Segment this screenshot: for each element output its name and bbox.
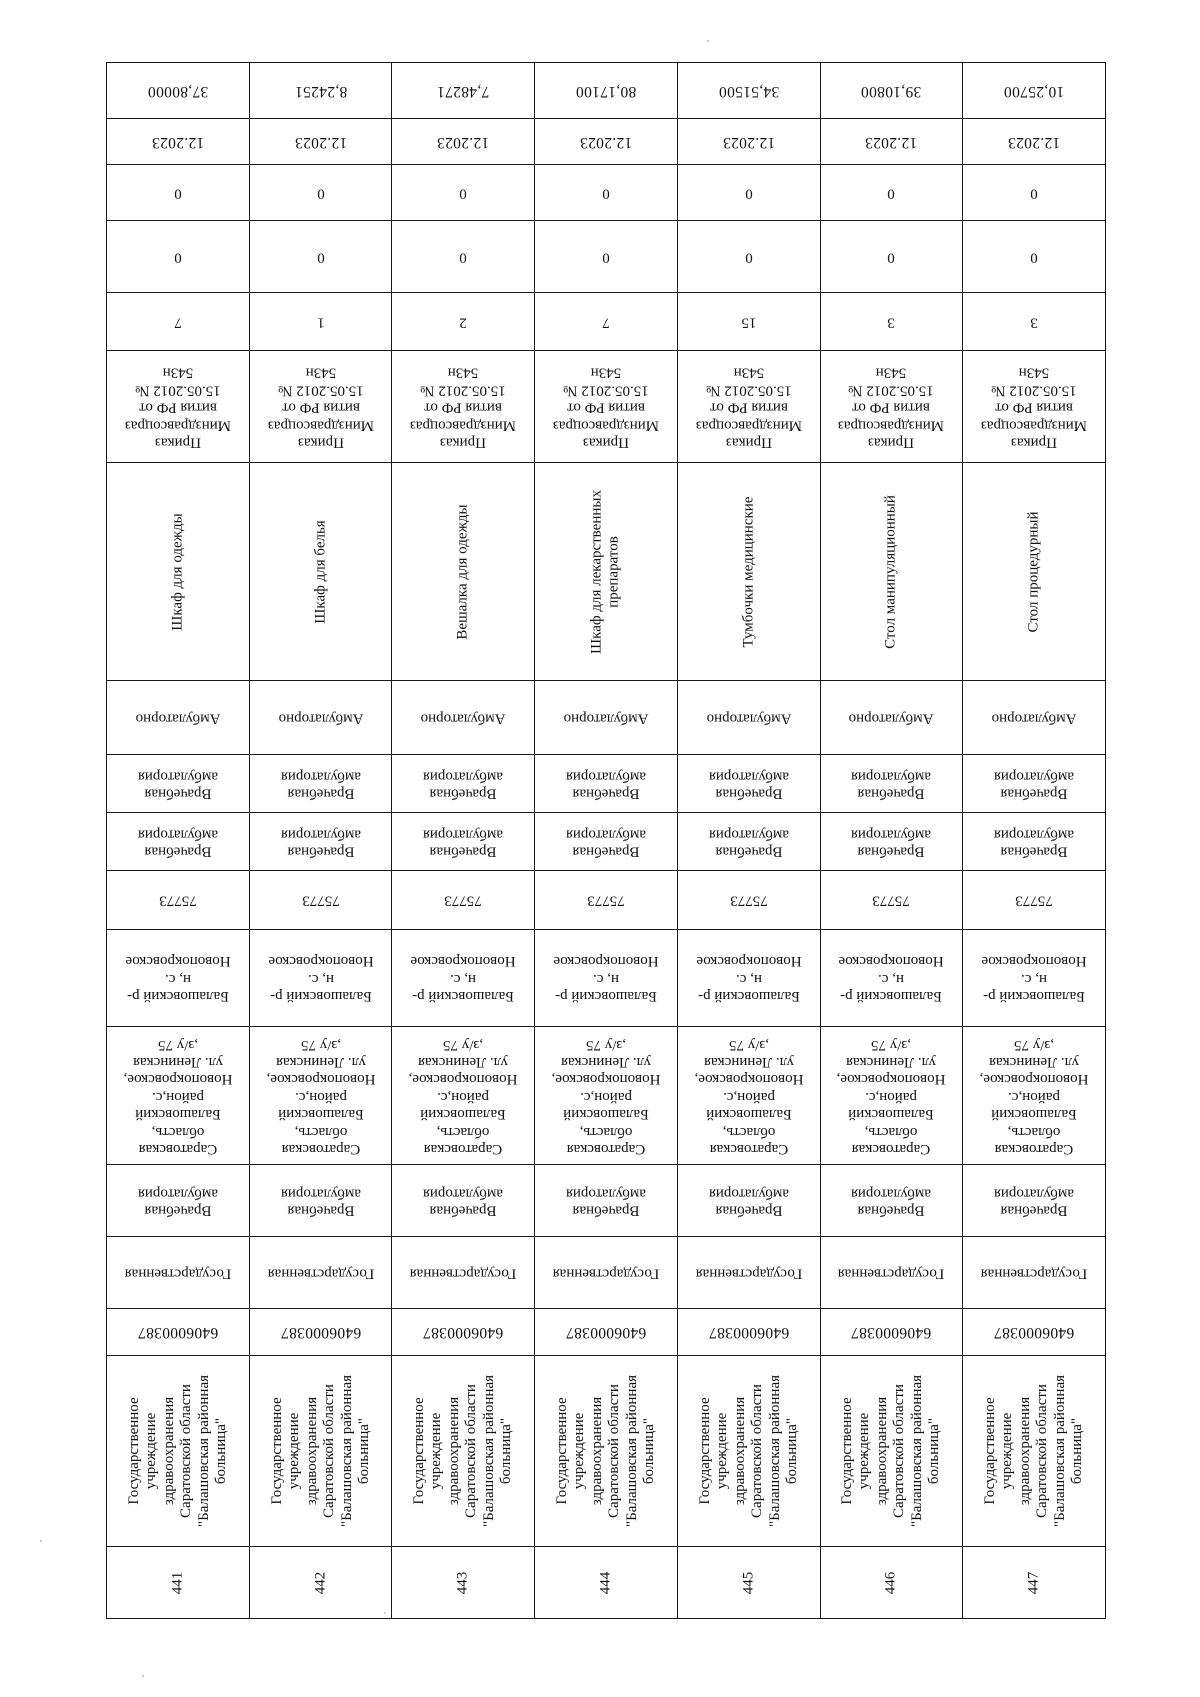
cell-org [820, 1356, 963, 1547]
cell-standard [249, 351, 392, 463]
cell-text: Врачебная амбулатория [708, 825, 789, 859]
cell-period [820, 119, 963, 165]
cell-available-1 [249, 221, 392, 293]
cell-text: 0 [174, 249, 182, 266]
cell-text: Государственное учреждение здравоохранения Саратовской области "Балашовская районная больница" [839, 1374, 943, 1528]
cell-required [963, 293, 1106, 351]
cell-oktmo [249, 871, 392, 930]
cell-text: 6406000387 [423, 1323, 504, 1341]
cell-text: Врачебная амбулатория [137, 1184, 218, 1218]
cell-unit-3 [535, 755, 678, 813]
cell-period [963, 119, 1106, 165]
cell-text: 6406000387 [851, 1323, 932, 1341]
cell-text: Стол процедурный [1025, 511, 1042, 632]
cell-unit-2 [677, 813, 820, 871]
cell-text: 75773 [301, 892, 340, 909]
cell-text: 34,51500 [718, 82, 779, 100]
cell-num [392, 1547, 535, 1619]
cell-equipment [963, 463, 1106, 681]
cell-unit-3 [820, 755, 963, 813]
cell-text: 10,25700 [1003, 82, 1065, 100]
cell-text: 0 [602, 185, 610, 202]
cell-text: Амбулаторно [135, 710, 221, 727]
scan-speck [707, 40, 709, 42]
cell-org [392, 1356, 535, 1547]
cell-required [677, 293, 820, 351]
cell-text: 0 [602, 249, 610, 266]
cell-unit-2 [820, 813, 963, 871]
field-band-required [107, 293, 1106, 351]
cell-text: Амбулаторно [706, 710, 792, 727]
cell-text: Балашовский р- н, с. Новопокровское [410, 953, 516, 1005]
cell-unit-2 [392, 813, 535, 871]
cell-inn [392, 1309, 535, 1356]
cell-available-2 [392, 165, 535, 221]
cell-text: Врачебная амбулатория [565, 1184, 646, 1218]
cell-required [820, 293, 963, 351]
cell-available-2 [677, 165, 820, 221]
cell-text: Государственная [838, 1265, 945, 1282]
cell-text: 0 [316, 185, 325, 202]
cell-ownership [963, 1237, 1106, 1309]
cell-locality [820, 930, 963, 1027]
cell-text: 6406000387 [280, 1323, 361, 1341]
cell-text: Врачебная амбулатория [708, 767, 789, 801]
cell-equipment [535, 463, 678, 681]
cell-inn [963, 1309, 1106, 1356]
cell-text: 12.2023 [722, 133, 775, 151]
cell-care-form [392, 681, 535, 755]
field-band-unit-3 [107, 755, 1106, 813]
cell-available-1 [963, 221, 1106, 293]
cell-text: 12.2023 [437, 133, 490, 151]
cell-ownership [820, 1237, 963, 1309]
cell-amount [677, 63, 820, 119]
cell-text: Государственная [980, 1265, 1088, 1282]
cell-unit-3 [392, 755, 535, 813]
cell-text: Стол манипуляционный [882, 494, 899, 649]
cell-text: Врачебная амбулатория [423, 767, 504, 801]
cell-address [677, 1027, 820, 1165]
cell-oktmo [963, 871, 1106, 930]
equipment-table [106, 62, 1106, 1619]
cell-text: 7 [174, 314, 182, 331]
field-band-available-2 [107, 165, 1106, 221]
cell-text: Государственное учреждение здравоохранения Саратовской области "Балашовская районная больница" [696, 1374, 800, 1528]
cell-inn [107, 1309, 250, 1356]
cell-ownership [535, 1237, 678, 1309]
cell-unit-2 [249, 813, 392, 871]
cell-text: Врачебная амбулатория [994, 1184, 1075, 1218]
cell-text: Амбулаторно [848, 710, 934, 727]
cell-unit-3 [963, 755, 1106, 813]
cell-text: 8,24251 [294, 82, 347, 100]
cell-available-2 [820, 165, 963, 221]
cell-unit [963, 1165, 1106, 1237]
cell-text: Государственное учреждение здравоохранения Саратовской области "Балашовская районная больница" [411, 1374, 515, 1528]
cell-inn [820, 1309, 963, 1356]
cell-text: Государственная [695, 1265, 802, 1282]
field-band-equipment [107, 463, 1106, 681]
cell-text: Врачебная амбулатория [280, 825, 361, 859]
cell-text: Государственная [409, 1265, 517, 1282]
cell-address [963, 1027, 1106, 1165]
cell-amount [392, 63, 535, 119]
cell-text: Приказ Минздравсоцраз вития РФ от 15.05.2012 № 543н [552, 364, 660, 450]
cell-text: Врачебная амбулатория [565, 767, 646, 801]
cell-text: Врачебная амбулатория [137, 767, 218, 801]
cell-text: Шкаф для белья [311, 519, 328, 624]
scan-speck [40, 1540, 42, 1542]
cell-required [535, 293, 678, 351]
cell-text: 39,10800 [861, 82, 922, 100]
cell-inn [535, 1309, 678, 1356]
cell-text: 0 [1030, 249, 1038, 266]
cell-address [820, 1027, 963, 1165]
cell-required [249, 293, 392, 351]
cell-text: 75773 [159, 892, 197, 909]
cell-text: 0 [174, 185, 182, 202]
cell-available-2 [249, 165, 392, 221]
cell-num [535, 1547, 678, 1619]
cell-available-2 [107, 165, 250, 221]
cell-standard [820, 351, 963, 463]
cell-unit [392, 1165, 535, 1237]
cell-text: 75773 [444, 892, 482, 909]
cell-available-1 [535, 221, 678, 293]
cell-text: 75773 [729, 892, 768, 909]
field-band-amount [107, 63, 1106, 119]
cell-care-form [249, 681, 392, 755]
cell-num [249, 1547, 392, 1619]
cell-text: Шкаф для лекарственных препаратов [588, 489, 622, 654]
cell-text: Врачебная амбулатория [851, 825, 932, 859]
cell-locality [677, 930, 820, 1027]
cell-text: Приказ Минздравсоцраз вития РФ от 15.05.2012 № 543н [267, 364, 374, 450]
cell-text: Балашовский р- н, с. Новопокровское [696, 953, 802, 1005]
scan-speck [384, 1612, 386, 1614]
cell-unit-2 [535, 813, 678, 871]
cell-text: 7,48271 [437, 82, 490, 100]
cell-text: 1 [316, 314, 325, 331]
cell-num [107, 1547, 250, 1619]
cell-locality [249, 930, 392, 1027]
field-band-oktmo [107, 871, 1106, 930]
cell-text: Шкаф для одежды [169, 512, 186, 631]
cell-standard [963, 351, 1106, 463]
cell-locality [392, 930, 535, 1027]
cell-org [249, 1356, 392, 1547]
cell-oktmo [392, 871, 535, 930]
cell-care-form [963, 681, 1106, 755]
cell-text: Врачебная амбулатория [280, 1184, 361, 1218]
cell-address [392, 1027, 535, 1165]
cell-text: 446 [882, 1571, 899, 1594]
cell-text: 12.2023 [865, 133, 918, 151]
cell-text: Государственное учреждение здравоохранения Саратовской области "Балашовская районная больница" [553, 1374, 657, 1528]
cell-text: Вешалка для одежды [454, 503, 471, 640]
cell-amount [249, 63, 392, 119]
cell-standard [107, 351, 250, 463]
cell-care-form [820, 681, 963, 755]
cell-text: 6406000387 [137, 1323, 219, 1341]
cell-text: Государственная [267, 1265, 374, 1282]
cell-text: Саратовская область, Балашовский район,с. Новопокровское, ул. Ленинская ,з/у 75 [266, 1036, 375, 1157]
scan-speck [142, 1675, 144, 1677]
cell-text: 0 [887, 185, 896, 202]
cell-text: Врачебная амбулатория [851, 767, 932, 801]
cell-equipment [249, 463, 392, 681]
cell-text: Врачебная амбулатория [994, 767, 1075, 801]
cell-text: 12.2023 [294, 133, 347, 151]
cell-text: 12.2023 [1007, 133, 1061, 151]
cell-text: Государственное учреждение здравоохранения Саратовской области "Балашовская районная больница" [981, 1374, 1085, 1528]
cell-care-form [107, 681, 250, 755]
cell-oktmo [107, 871, 250, 930]
cell-unit-3 [107, 755, 250, 813]
cell-equipment [677, 463, 820, 681]
cell-text: 6406000387 [993, 1323, 1075, 1341]
cell-org [677, 1356, 820, 1547]
cell-text: Приказ Минздравсоцраз вития РФ от 15.05.2012 № 543н [124, 364, 231, 450]
cell-text: Приказ Минздравсоцраз вития РФ от 15.05.2012 № 543н [695, 364, 802, 450]
cell-text: 445 [739, 1571, 756, 1594]
cell-text: Балашовский р- н, с. Новопокровское [125, 953, 231, 1005]
field-band-care-form [107, 681, 1106, 755]
cell-unit-2 [107, 813, 250, 871]
cell-period [392, 119, 535, 165]
cell-available-1 [677, 221, 820, 293]
cell-available-1 [820, 221, 963, 293]
cell-text: Приказ Минздравсоцраз вития РФ от 15.05.2012 № 543н [838, 364, 945, 450]
cell-locality [535, 930, 678, 1027]
cell-period [249, 119, 392, 165]
cell-inn [249, 1309, 392, 1356]
cell-unit-3 [677, 755, 820, 813]
cell-text: 442 [311, 1571, 328, 1594]
cell-text: Государственная [552, 1265, 660, 1282]
cell-unit [820, 1165, 963, 1237]
cell-text: 75773 [1015, 892, 1053, 909]
cell-equipment [820, 463, 963, 681]
cell-standard [677, 351, 820, 463]
cell-org [107, 1356, 250, 1547]
field-band-num [107, 1547, 1106, 1619]
cell-text: 37,80000 [147, 82, 209, 100]
cell-text: Балашовский р- н, с. Новопокровское [838, 953, 944, 1005]
cell-amount [820, 63, 963, 119]
cell-text: Амбулаторно [991, 710, 1077, 727]
cell-text: 6406000387 [708, 1323, 789, 1341]
cell-period [107, 119, 250, 165]
cell-text: 0 [1030, 185, 1038, 202]
cell-text: Амбулаторно [420, 710, 506, 727]
cell-text: 3 [1030, 314, 1038, 331]
cell-text: 444 [597, 1571, 614, 1594]
cell-text: 3 [887, 314, 896, 331]
cell-standard [392, 351, 535, 463]
cell-text: Врачебная амбулатория [708, 1184, 789, 1218]
cell-text: 12.2023 [151, 133, 205, 151]
cell-text: Тумбочки медицинские [739, 496, 756, 647]
cell-locality [963, 930, 1106, 1027]
cell-unit [535, 1165, 678, 1237]
cell-ownership [392, 1237, 535, 1309]
cell-text: 443 [454, 1571, 471, 1594]
cell-unit [677, 1165, 820, 1237]
cell-required [392, 293, 535, 351]
cell-text: Саратовская область, Балашовский район,с. Новопокровское, ул. Ленинская ,з/у 75 [979, 1036, 1089, 1157]
cell-num [820, 1547, 963, 1619]
cell-unit-2 [963, 813, 1106, 871]
cell-inn [677, 1309, 820, 1356]
cell-text: 75773 [587, 892, 625, 909]
field-band-available-1 [107, 221, 1106, 293]
cell-text: Государственное учреждение здравоохранения Саратовской области "Балашовская районная больница" [125, 1374, 229, 1528]
cell-text: 0 [459, 249, 467, 266]
cell-text: Врачебная амбулатория [851, 1184, 932, 1218]
cell-available-2 [963, 165, 1106, 221]
cell-text: Саратовская область, Балашовский район,с. Новопокровское, ул. Ленинская ,з/у 75 [123, 1036, 233, 1157]
cell-oktmo [677, 871, 820, 930]
cell-unit [107, 1165, 250, 1237]
cell-text: Саратовская область, Балашовский район,с. Новопокровское, ул. Ленинская ,з/у 75 [408, 1036, 518, 1157]
cell-text: 0 [744, 185, 753, 202]
cell-available-1 [392, 221, 535, 293]
field-band-address [107, 1027, 1106, 1165]
cell-text: 15 [741, 314, 757, 331]
field-band-org [107, 1356, 1106, 1547]
cell-text: 0 [459, 185, 467, 202]
cell-text: Балашовский р- н, с. Новопокровское [981, 953, 1087, 1005]
field-band-standard [107, 351, 1106, 463]
cell-text: Балашовский р- н, с. Новопокровское [267, 953, 374, 1005]
cell-period [535, 119, 678, 165]
cell-text: Государственное учреждение здравоохранения Саратовской области "Балашовская районная больница" [268, 1374, 372, 1528]
cell-amount [107, 63, 250, 119]
cell-org [963, 1356, 1106, 1547]
cell-locality [107, 930, 250, 1027]
cell-text: Врачебная амбулатория [423, 1184, 504, 1218]
field-band-period [107, 119, 1106, 165]
cell-text: Врачебная амбулатория [137, 825, 218, 859]
cell-oktmo [535, 871, 678, 930]
cell-unit [249, 1165, 392, 1237]
cell-period [677, 119, 820, 165]
cell-unit-3 [249, 755, 392, 813]
cell-text: Саратовская область, Балашовский район,с. Новопокровское, ул. Ленинская ,з/у 75 [694, 1036, 804, 1157]
cell-ownership [107, 1237, 250, 1309]
cell-text: 2 [459, 314, 467, 331]
cell-address [249, 1027, 392, 1165]
cell-care-form [535, 681, 678, 755]
cell-text: 7 [602, 314, 610, 331]
cell-required [107, 293, 250, 351]
cell-amount [535, 63, 678, 119]
cell-text: 0 [744, 249, 753, 266]
cell-org [535, 1356, 678, 1547]
cell-standard [535, 351, 678, 463]
cell-care-form [677, 681, 820, 755]
cell-text: 0 [887, 249, 896, 266]
cell-text: Врачебная амбулатория [423, 825, 504, 859]
cell-ownership [249, 1237, 392, 1309]
cell-text: Саратовская область, Балашовский район,с. Новопокровское, ул. Ленинская ,з/у 75 [836, 1036, 946, 1157]
cell-text: Врачебная амбулатория [994, 825, 1075, 859]
cell-text: 75773 [872, 892, 911, 909]
field-band-ownership [107, 1237, 1106, 1309]
cell-ownership [677, 1237, 820, 1309]
cell-text: Врачебная амбулатория [565, 825, 646, 859]
cell-num [963, 1547, 1106, 1619]
cell-text: 0 [316, 249, 325, 266]
cell-text: 80,17100 [575, 82, 637, 100]
cell-text: Приказ Минздравсоцраз вития РФ от 15.05.2012 № 543н [981, 364, 1088, 450]
cell-amount [963, 63, 1106, 119]
cell-available-1 [107, 221, 250, 293]
field-band-locality [107, 930, 1106, 1027]
cell-text: 441 [169, 1571, 186, 1594]
cell-equipment [107, 463, 250, 681]
cell-text: Врачебная амбулатория [280, 767, 361, 801]
cell-oktmo [820, 871, 963, 930]
field-band-inn [107, 1309, 1106, 1356]
cell-text: 12.2023 [579, 133, 633, 151]
field-band-unit-2 [107, 813, 1106, 871]
cell-text: Государственная [124, 1265, 232, 1282]
cell-text: 447 [1025, 1571, 1042, 1594]
cell-text: Амбулаторно [563, 710, 649, 727]
cell-text: Амбулаторно [278, 710, 363, 727]
cell-text: 6406000387 [565, 1323, 647, 1341]
cell-text: Приказ Минздравсоцраз вития РФ от 15.05.2012 № 543н [410, 364, 517, 450]
cell-equipment [392, 463, 535, 681]
cell-available-2 [535, 165, 678, 221]
cell-text: Саратовская область, Балашовский район,с. Новопокровское, ул. Ленинская ,з/у 75 [551, 1036, 661, 1157]
cell-address [107, 1027, 250, 1165]
field-band-unit [107, 1165, 1106, 1237]
cell-address [535, 1027, 678, 1165]
cell-text: Балашовский р- н, с. Новопокровское [553, 953, 659, 1005]
cell-num [677, 1547, 820, 1619]
